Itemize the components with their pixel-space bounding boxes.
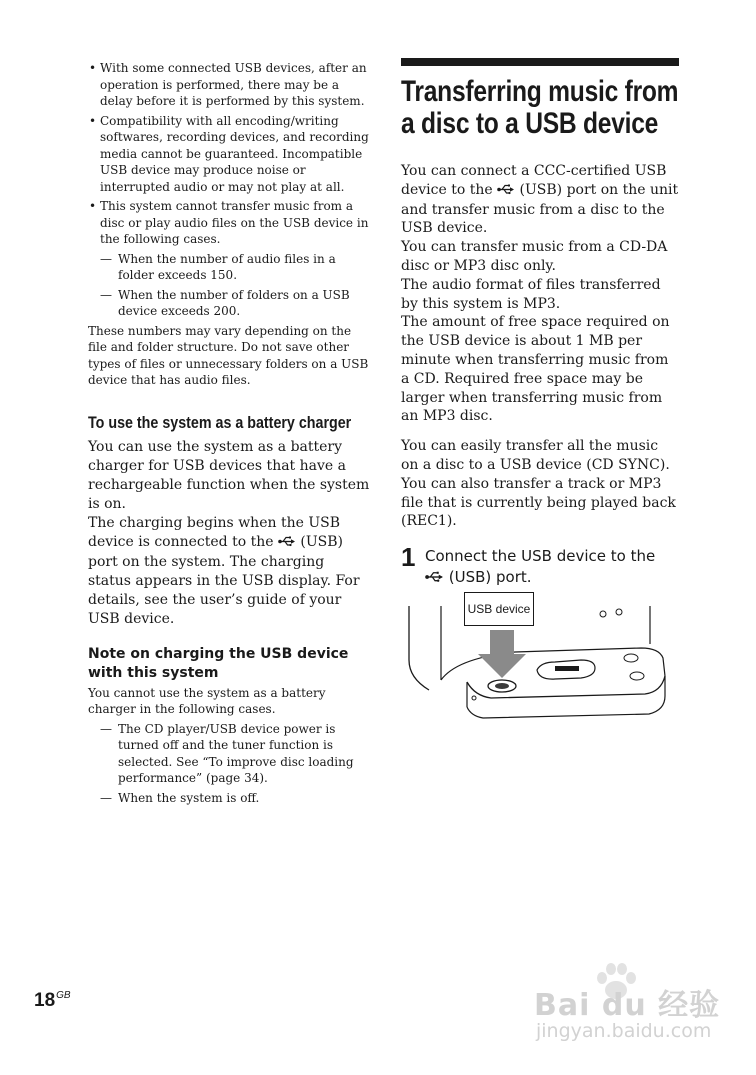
transfer-para-1-start: You can connect a CCC-certified USB device to the (401, 163, 667, 198)
charging-note-intro: You cannot use the system as a battery charger in the following cases. (88, 685, 326, 716)
left-column (88, 60, 370, 806)
transfer-para-2: You can transfer music from a CD-DA disc or MP3 disc only. (401, 239, 668, 274)
step-1 (401, 542, 679, 589)
charger-para-2-end: (USB) port on the system. The charging status appears in the USB display. For details, see the user’s guide of your USB device. (88, 533, 360, 627)
bullet-item (88, 198, 370, 320)
transfer-para-4: The amount of free space required on the USB device is about 1 MB per minute when transferring music from a CD. Required free space may be larger when transferring music from an MP3 disc. (401, 314, 670, 425)
transfer-para-1-end: (USB) port on the unit and transfer music from a disc to the USB device. (401, 181, 679, 237)
section-rule (401, 58, 679, 66)
case-text: When the number of audio files in a folder exceeds 150. (118, 251, 336, 282)
charging-note-item (88, 790, 370, 807)
usb-icon (497, 182, 515, 201)
usb-icon (278, 534, 296, 553)
bullet-text: With some connected USB devices, after an operation is performed, there may be a delay before it is performed by this system. (100, 61, 367, 108)
bullet-dot: • (89, 199, 97, 213)
charging-note-text: When the system is off. (118, 790, 260, 805)
transfer-para-3: The audio format of files transferred by this system is MP3. (401, 276, 661, 312)
step-text-end: (USB) port. (444, 568, 532, 587)
charging-note-list (88, 721, 370, 807)
dash-mark: — (100, 287, 112, 302)
usb-device-label: USB device (464, 592, 534, 626)
charger-para-1: You can use the system as a battery charger for USB devices that have a rechargeable function when the system is on. (88, 438, 370, 512)
file-structure-note: These numbers may vary depending on the file and folder structure. Do not save other types of files or unnecessary folders on a USB device that has audio files. (88, 323, 369, 387)
watermark-url: jingyan.baidu.com (536, 1020, 712, 1042)
case-text: When the number of folders on a USB device exceeds 200. (118, 287, 350, 318)
case-item (100, 287, 370, 320)
right-column (401, 58, 679, 589)
bullet-dot: • (89, 113, 97, 128)
dash-mark: — (100, 721, 112, 736)
battery-charger-heading: To use the system as a battery charger (88, 412, 352, 432)
transfer-para-5: You can easily transfer all the music on a disc to a USB device (CD SYNC). You can also transfer a track or MP3 file that is currently being played back (REC1). (401, 438, 676, 530)
usb-connection-illustration (405, 592, 675, 722)
page-number-suffix: GB (56, 990, 71, 1001)
step-text (425, 546, 679, 589)
dash-mark: — (100, 251, 112, 266)
dash-mark: — (100, 790, 112, 805)
transfer-para-1 (401, 162, 679, 238)
watermark-brand: Bai du 经验 (534, 988, 721, 1023)
bullet-item (88, 113, 370, 196)
charger-para-2-start: The charging begins when the USB device is connected to the (88, 514, 340, 550)
usb-icon (425, 568, 444, 589)
step-number: 1 (401, 542, 416, 573)
page-number (34, 990, 71, 1012)
bullet-dot: • (89, 61, 97, 75)
usb-caution-list (88, 60, 370, 320)
section-title: Transferring music from a disc to a USB device (401, 75, 679, 140)
charger-para-2 (88, 514, 370, 629)
charging-note-text: The CD player/USB device power is turned off and the tuner function is selected. See “To improve disc loading performance” (page 34). (118, 721, 354, 785)
charging-note-item (88, 721, 370, 787)
bullet-item (88, 60, 370, 110)
step-text-start: Connect the USB device to the (425, 547, 656, 566)
page-number-value: 18 (34, 990, 56, 1011)
case-item (100, 251, 370, 284)
bullet-text: Compatibility with all encoding/writing softwares, recording devices, and recording media cannot be guaranteed. Incompatible USB device may produce noise or interrupted audio or may not play at all. (100, 113, 369, 194)
bullet-text: This system cannot transfer music from a disc or play audio files on the USB device in the following cases. (100, 199, 369, 246)
charging-note-title: Note on charging the USB device with this system (88, 645, 349, 681)
